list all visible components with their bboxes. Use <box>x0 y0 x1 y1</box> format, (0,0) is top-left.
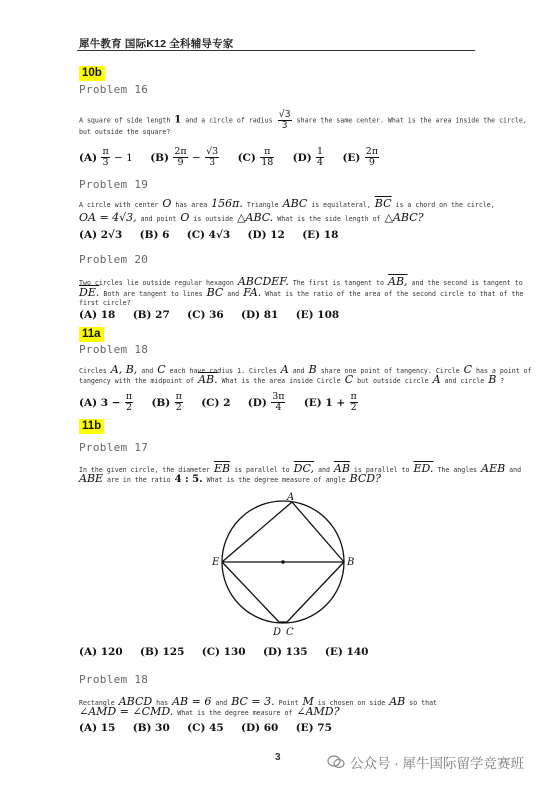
section-tag-11b: 11b <box>79 419 104 434</box>
problem-title: Problem 20 <box>79 253 149 266</box>
watermark-text: 公众号 · 犀牛国际留学竞赛班 <box>350 756 524 771</box>
problem-statement: Circles A, B, and C each have radius 1. Circles A and B share one point of tangency. Circle C has a point of <box>79 363 532 376</box>
problem-title: Problem 16 <box>79 83 149 96</box>
problem-statement-line: DE. Both are tangent to lines BC and FA. What is the ratio of the area of the second circle to that of the <box>79 286 524 299</box>
problem-statement: Rectangle ABCD has AB = 6 and BC = 3. Point M is chosen on side AB so that <box>79 695 438 708</box>
problem-statement-line: ABE are in the ratio 4 : 5. What is the degree measure of angle BCD? <box>79 472 381 485</box>
problem-statement-line: ∠AMD = ∠CMD. What is the degree measure of ∠AMD? <box>79 705 340 718</box>
watermark <box>327 752 524 772</box>
problem-title: Problem 17 <box>79 441 149 454</box>
answer-choices: (A) 3 − $\frac{\pi}{2}$ (B) $\frac{\pi}{2}$ (C) 2 (D) $\frac{3\pi}{4}$ (E) 1 + $\frac{\pi}{2}$ <box>79 391 357 413</box>
page-header: 犀牛教育 国际K12 全科辅导专家 <box>79 38 234 50</box>
problem-statement-line: first circle? <box>79 299 131 307</box>
problem-title: Problem 18 <box>79 343 149 356</box>
problem-statement: A circle with center O has area 156π. Triangle ABC is equilateral, $\overline{BC}$ is a chord on the circle, <box>79 197 495 210</box>
label-b: B <box>347 557 355 568</box>
answer-choices: (A) 18 (B) 27 (C) 36 (D) 81 (E) 108 <box>79 309 340 321</box>
answer-choices: (A) $\frac{\pi}{3}$ − 1 (B) $\frac{2\pi}{9}$ − $\frac{√3}{3}$ (C) $\frac{\pi}{18}$ (D) $\frac{1}{4}$ (E) $\frac{2\pi}{9}$ <box>79 146 379 168</box>
section-tag-11a: 11a <box>79 327 104 342</box>
label-d: D <box>273 627 282 638</box>
wechat-icon <box>327 755 345 769</box>
label-c: C <box>286 627 294 638</box>
label-e: E <box>212 557 220 568</box>
problem-title: Problem 19 <box>79 178 149 191</box>
section-tag-10b: 10b <box>79 66 105 81</box>
center-point <box>281 560 285 564</box>
problem-statement: Two circles lie outside regular hexagon ABCDEF. The first is tangent to AB, and the second is tangent to <box>79 275 523 288</box>
problem-statement: In the given circle, the diameter $\overline{EB}$ is parallel to DC, and $\overline{AB}$ is parallel to ED. The angles AEB and <box>79 462 522 475</box>
answer-choices: (A) 2√3 (B) 6 (C) 4√3 (D) 12 (E) 18 <box>79 229 339 241</box>
page-number: 3 <box>275 752 281 763</box>
problem-statement: A square of side length 1 and a circle of radius $\frac{√3}{3}$ share the same center. What is the area inside the circle, <box>79 109 527 131</box>
circle-figure <box>200 492 370 642</box>
label-a: A <box>287 492 295 503</box>
segment-ea <box>222 502 292 562</box>
problem-title: Problem 18 <box>79 673 149 686</box>
answer-choices: (A) 15 (B) 30 (C) 45 (D) 60 (E) 75 <box>79 722 332 734</box>
problem-statement-line: tangency with the midpoint of AB. What is the area inside Circle C but outside circle A and circle B ? <box>79 373 505 386</box>
answer-choices: (A) 120 (B) 125 (C) 130 (D) 135 (E) 140 <box>79 646 369 658</box>
problem-statement-line: OA = 4√3, and point O is outside △ABC. What is the side length of △ABC? <box>79 211 424 224</box>
header-divider <box>77 50 475 51</box>
problem-statement-line: but outside the square? <box>79 128 171 136</box>
